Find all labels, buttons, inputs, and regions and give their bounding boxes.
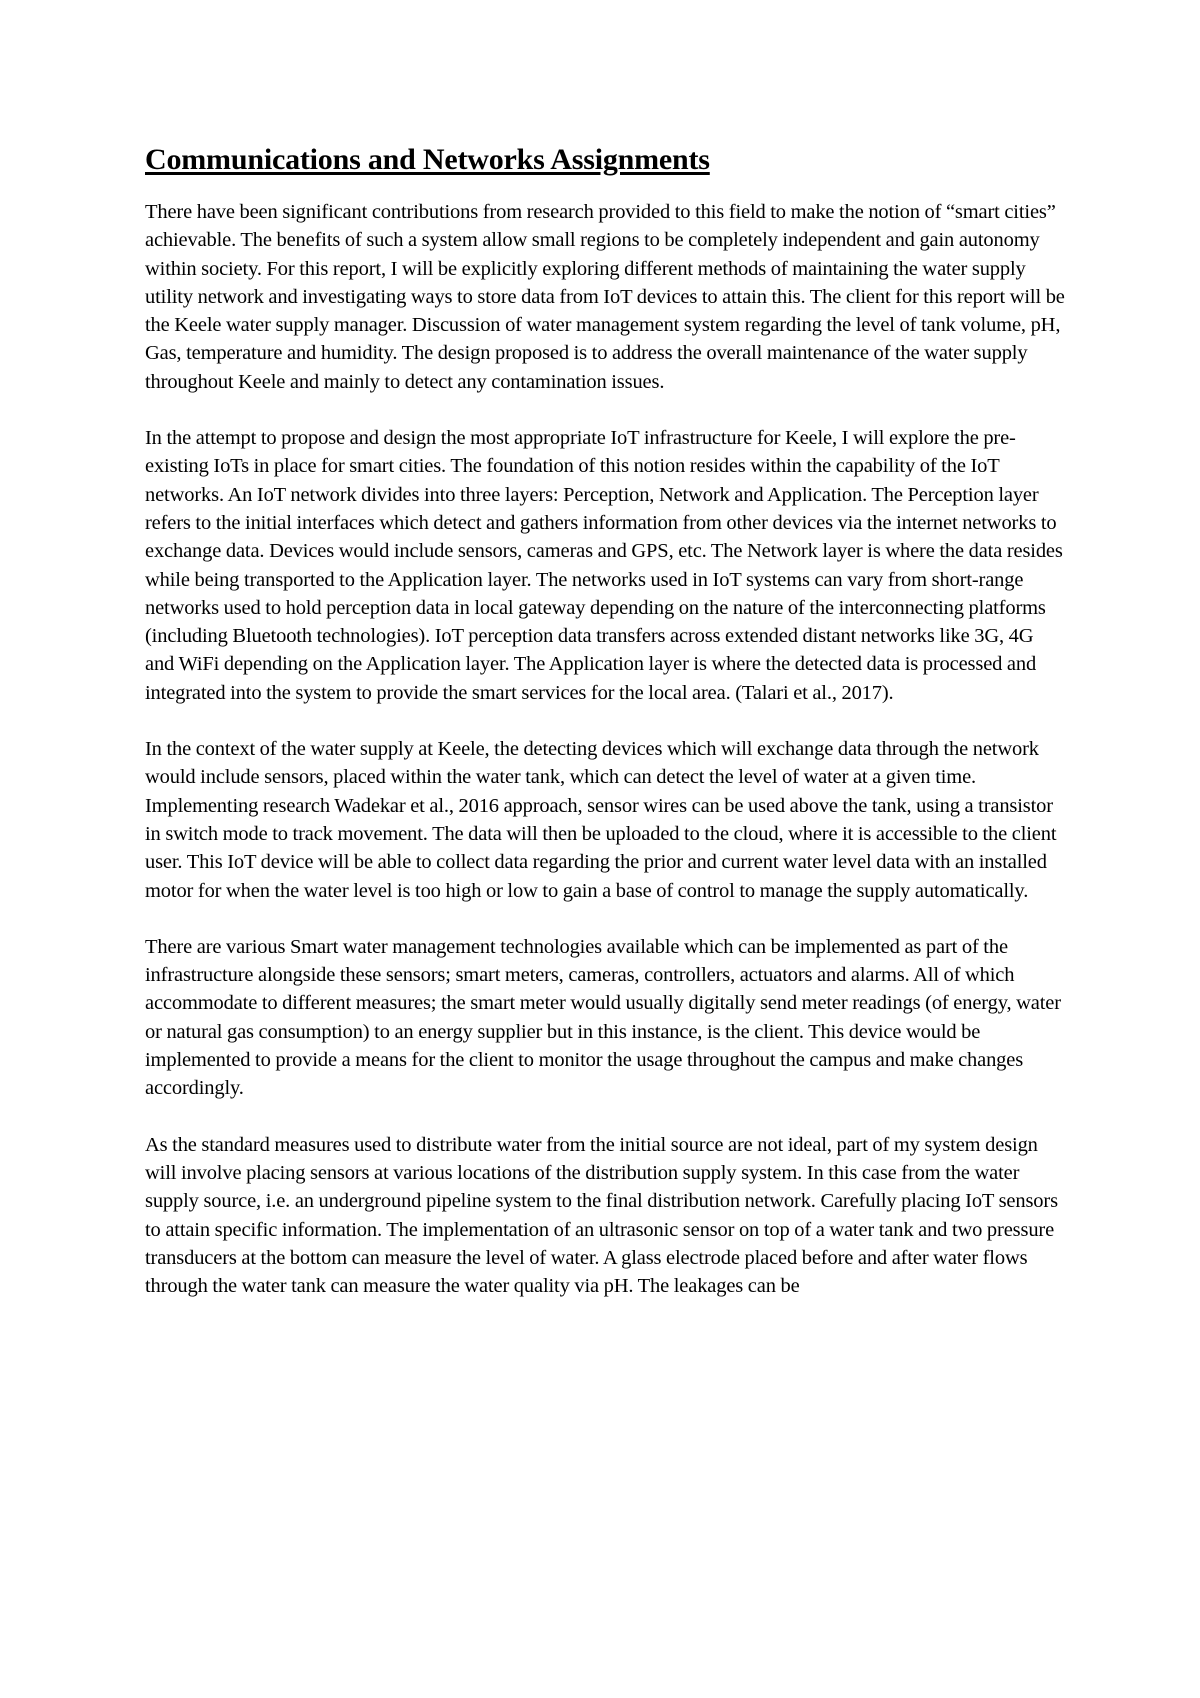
document-title: Communications and Networks Assignments: [145, 143, 710, 176]
paragraph-sensor-placement: As the standard measures used to distribute water from the initial source are not ideal, part of my system design will involve placing sensors at various locations of the distribution supply system. In this case from the water supply source, i.e. an underground pipeline system to the final distribution network. Carefully placing IoT sensors to attain specific information. The implementation of an ultrasonic sensor on top of a water tank and two pressure transducers at the bottom can measure the level of water. A glass electrode placed before and after water flows through the water tank can measure the water quality via pH. The leakages can be: [145, 1133, 1058, 1298]
document-body: [145, 142, 1065, 1328]
paragraph-iot-layers: In the attempt to propose and design the most appropriate IoT infrastructure for Keele, I will explore the pre-existing IoTs in place for smart cities. The foundation of this notion resides within the capability of the IoT networks. An IoT network divides into three layers: Perception, Network and Application. The Perception layer refers to the initial interfaces which detect and gathers information from other devices via the internet networks to exchange data. Devices would include sensors, cameras and GPS, etc. The Network layer is where the data resides while being transported to the Application layer. The networks used in IoT systems can vary from short-range networks used to hold perception data in local gateway depending on the nature of the interconnecting platforms (including Bluetooth technologies). IoT perception data transfers across extended distant networks like 3G, 4G and WiFi depending on the Application layer. The Application layer is where the detected data is processed and integrated into the system to provide the smart services for the local area. (Talari et al., 2017).: [145, 427, 1063, 704]
paragraph-keele-water-supply: In the context of the water supply at Keele, the detecting devices which will exchange data through the network would include sensors, placed within the water tank, which can detect the level of water at a given time. Implementing research Wadekar et al., 2016 approach, sensor wires can be used above the tank, using a transistor in switch mode to track movement. The data will then be uploaded to the cloud, where it is accessible to the client user. This IoT device will be able to collect data regarding the prior and current water level data with an installed motor for when the water level is too high or low to gain a base of control to manage the supply automatically.: [145, 738, 1057, 902]
paragraph-smart-water-technologies: There are various Smart water management technologies available which can be implemented as part of the infrastructure alongside these sensors; smart meters, cameras, controllers, actuators and alarms. All of which accommodate to different measures; the smart meter would usually digitally send meter readings (of energy, water or natural gas consumption) to an energy supplier but in this instance, is the client. This device would be implemented to provide a means for the client to monitor the usage throughout the campus and make changes accordingly.: [145, 935, 1061, 1100]
paragraph-smart-cities-intro: There have been significant contributions from research provided to this field to make the notion of “smart cities” achievable. The benefits of such a system allow small regions to be completely independent and gain autonomy within society. For this report, I will be explicitly exploring different methods of maintaining the water supply utility network and investigating ways to store data from IoT devices to attain this. The client for this report will be the Keele water supply manager. Discussion of water management system regarding the level of tank volume, pH, Gas, temperature and humidity. The design proposed is to address the overall maintenance of the water supply throughout Keele and mainly to detect any contamination issues.: [145, 201, 1065, 393]
